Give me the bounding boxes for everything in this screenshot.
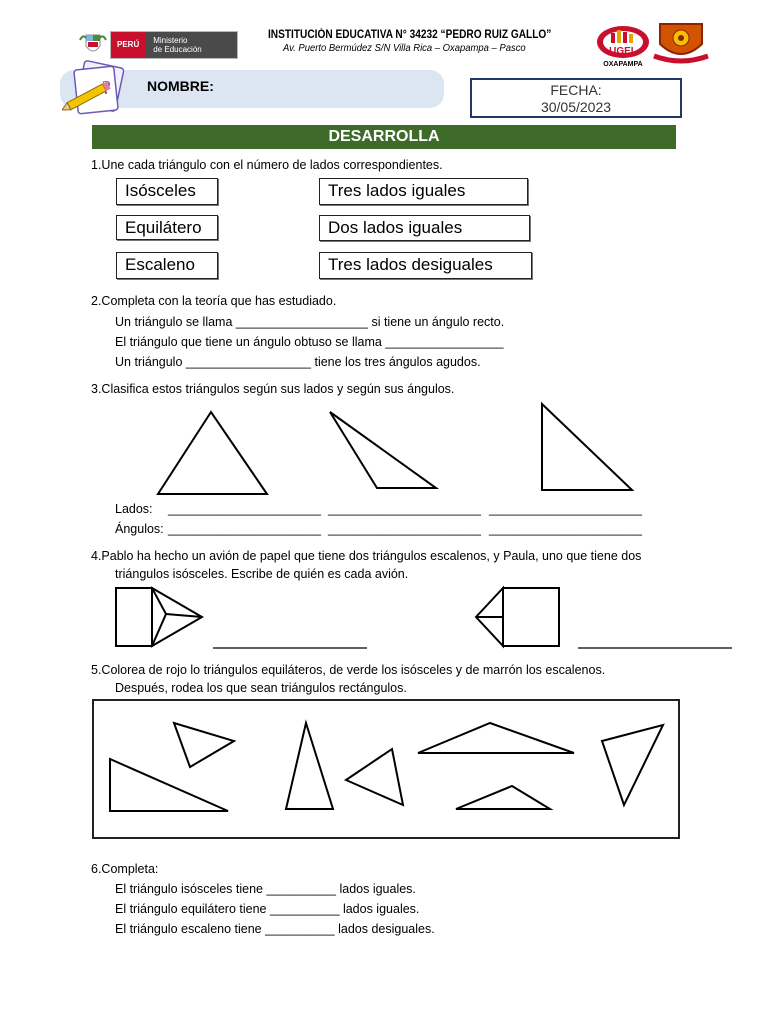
q3-blank[interactable]: ______________________ [328,502,481,516]
q1-right-item[interactable]: Tres lados iguales [319,178,528,205]
ugel-logo-icon [594,24,652,68]
plane-isosceles [476,588,559,646]
q5-triangle[interactable] [286,723,333,809]
q1-right-item[interactable]: Dos lados iguales [319,215,530,241]
q1-left-item[interactable]: Isósceles [116,178,218,205]
q5-triangle[interactable] [174,723,234,767]
q1-prompt: 1.Une cada triángulo con el número de lados correspondientes. [91,158,443,172]
section-banner: DESARROLLA [92,125,676,149]
q4-line1: 4.Pablo ha hecho un avión de papel que tiene dos triángulos escalenos, y Paula, uno que tiene dos [91,549,642,563]
date-box [470,78,682,118]
q2-prompt: 2.Completa con la teoría que has estudiado. [91,294,337,308]
q6-line[interactable]: El triángulo equilátero tiene __________ lados iguales. [115,902,420,916]
school-crest-icon [650,18,712,66]
name-label: NOMBRE: [147,78,214,94]
q2-line[interactable]: Un triángulo __________________ tiene los tres ángulos agudos. [115,355,481,369]
q4-line2: triángulos isósceles. Escribe de quién es cada avión. [115,567,409,581]
q2-line[interactable]: El triángulo que tiene un ángulo obtuso se llama _________________ [115,335,504,349]
q1-left-item[interactable]: Escaleno [116,252,218,279]
q3-blank[interactable]: ______________________ [489,502,642,516]
q3-prompt: 3.Clasifica estos triángulos según sus lados y según sus ángulos. [91,382,455,396]
school-name: INSTITUCIÓN EDUCATIVA N° 34232 “PEDRO RUIZ GALLO” [268,29,552,41]
q3-blank[interactable]: ______________________ [168,502,321,516]
ministry-logo [110,31,238,59]
school-address: Av. Puerto Bermúdez S/N Villa Rica – Oxapampa – Pasco [283,42,526,54]
ugel-text: UGEL [609,46,637,57]
q5-line2: Después, rodea los que sean triángulos rectángulos. [115,681,407,695]
q3-triangle-obtuse [330,412,436,488]
q1-right-item[interactable]: Tres lados desiguales [319,252,532,279]
pencil-paper-icon [62,58,134,118]
ministry-country: PERÚ [111,32,145,58]
q4-planes [110,582,735,652]
q5-triangles [94,701,678,837]
ministry-line2: de Educación [153,45,202,54]
q6-line[interactable]: El triángulo isósceles tiene __________ lados iguales. [115,882,416,896]
q5-triangle[interactable] [110,759,228,811]
q3-triangle-right [542,404,632,490]
q6-prompt: 6.Completa: [91,862,159,876]
q5-triangle[interactable] [456,786,550,809]
q3-triangles [150,398,640,498]
q3-blank[interactable]: ______________________ [489,522,642,536]
q2-line[interactable]: Un triángulo se llama ___________________ si tiene un ángulo recto. [115,315,505,329]
q5-triangle[interactable] [418,723,574,753]
peru-coat-of-arms-icon [78,32,108,58]
q6-line[interactable]: El triángulo escaleno tiene __________ lados desiguales. [115,922,435,936]
ministry-line1: Ministerio [153,36,188,45]
q5-triangle[interactable] [602,725,663,805]
q5-triangle[interactable] [346,749,403,805]
plane-scalene [116,588,202,646]
q3-angulos-label: Ángulos: [115,522,164,536]
q3-blank[interactable]: ______________________ [328,522,481,536]
q3-lados-label: Lados: [115,502,153,516]
q1-left-item[interactable]: Equilátero [116,215,218,240]
q3-triangle-equilateral [158,412,267,494]
date-value: 30/05/2023 [540,99,612,115]
q3-blank[interactable]: ______________________ [168,522,321,536]
q5-line1: 5.Colorea de rojo lo triángulos equiláteros, de verde los isósceles y de marrón los escalenos. [91,663,606,677]
ugel-sub: OXAPAMPA [603,61,643,68]
date-label: FECHA: [550,82,602,98]
